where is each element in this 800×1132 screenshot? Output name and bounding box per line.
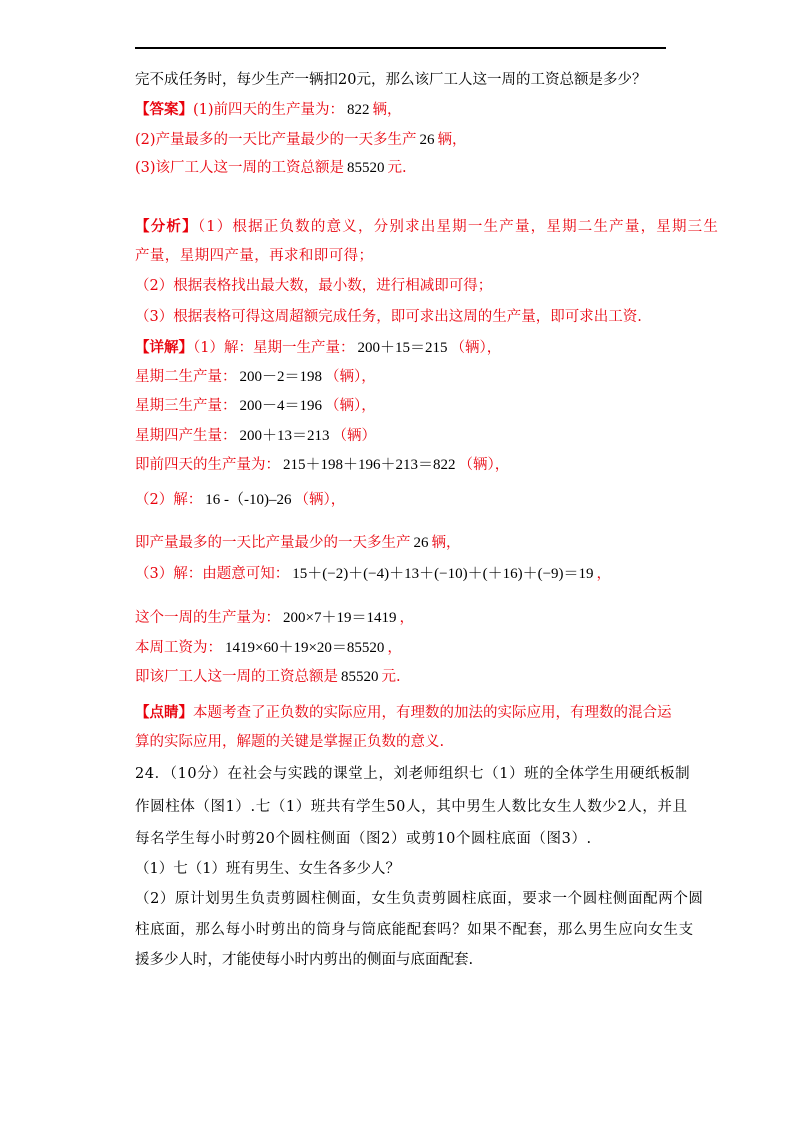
text-segment: 每名学生每小时剪20个圆柱侧面（图2）或剪10个圆柱底面（图3）. [135,831,592,847]
math-expression: 85520 [341,669,379,685]
math-expression: 822 [347,102,370,118]
math-expression: 200－2＝198 [239,369,323,385]
text-segment: （辆）， [458,457,510,473]
text-line [135,950,473,970]
text-segment: （2）解： [135,492,203,508]
text-segment: （3）解：由题意可知： [135,566,290,582]
text-segment: ， [596,566,612,582]
math-expression: 215＋198＋196＋213＝822 [283,457,456,473]
text-segment: ， [399,610,414,626]
text-segment: 【详解】 [135,339,193,356]
text-segment: 星期三生产量： [135,398,237,414]
text-segment: 即该厂工人这一周的工资总额是 [135,669,338,685]
text-segment: 援多少人时，才能使每小时内剪出的侧面与底面配套. [135,952,474,968]
text-line [135,797,688,817]
text-segment: （辆）， [294,492,346,508]
header-rule [135,47,666,49]
math-expression: 26 [419,132,435,148]
math-expression: 200＋15＝215 [357,340,448,356]
text-line [135,564,611,584]
text-segment: （辆）， [325,369,376,385]
text-segment: （3）根据表格可得这周超额完成任务，即可求出这周的生产量，即可求出工资. [135,309,642,325]
text-segment: 星期四产生量： [135,428,237,444]
text-line [135,859,400,879]
text-line [135,829,592,849]
text-line [135,217,719,237]
text-line [135,158,407,178]
math-expression: 200＋13＝213 [239,428,330,444]
text-segment: 元. [387,160,407,176]
text-line [135,667,401,687]
text-segment: （辆）， [325,398,376,414]
text-segment: 24．（10分）在社会与实践的课堂上，刘老师组织七（1）班的全体学生用硬纸板制 [135,766,691,782]
text-line [135,100,402,120]
text-line [135,920,694,940]
text-line [135,338,501,358]
text-segment: 【点睛】 [135,704,193,721]
text-line [135,367,376,387]
text-line [135,130,467,150]
text-line [135,246,373,266]
text-line [135,889,704,909]
text-segment: 算的实际应用，解题的关键是掌握正负数的意义. [135,734,445,750]
text-segment: 【分析】 [135,218,198,235]
text-segment: 柱底面，那么每小时剪出的筒身与筒底能配套吗？如果不配套，那么男生应向女生支 [135,922,694,938]
math-expression: 16 -（-10)–26 [205,492,292,508]
math-expression: 1419×60＋19×20＝85520 [225,640,385,656]
text-segment: 完不成任务时，每少生产一辆扣20元，那么该厂工人这一周的工资总额是多少？ [135,72,647,88]
text-line [135,638,402,658]
math-expression: 200×7＋19＝1419 [283,610,397,626]
text-segment: 辆， [437,132,467,148]
text-segment: （1）解：星期一生产量： [193,340,355,356]
text-line [135,70,646,90]
text-segment: 本周工资为： [135,640,222,656]
text-segment: 星期二生产量： [135,369,237,385]
text-segment: 即产量最多的一天比产量最少的一天多生产 [135,535,411,551]
text-segment: 【答案】 [135,101,193,118]
text-segment: 元. [381,669,401,685]
text-segment: 这个一周的生产量为： [135,610,280,626]
text-segment: （辆）， [450,340,502,356]
text-segment: （2）根据表格找出最大数，最小数，进行相减即可得； [135,278,493,294]
text-segment: (2)产量最多的一天比产量最少的一天多生产 [135,132,417,148]
text-line [135,276,492,296]
text-segment: （1）七（1）班有男生、女生各多少人？ [135,861,400,877]
text-line [135,396,376,416]
text-line [135,307,642,327]
text-line [135,490,345,510]
text-segment: （辆） [332,428,377,444]
text-segment: 产量，星期四产量，再求和即可得； [135,248,374,264]
text-segment: 辆， [372,102,402,118]
math-expression: 26 [413,535,429,551]
text-line [135,426,376,446]
text-segment: 本题考查了正负数的实际应用，有理数的加法的实际应用，有理数的混合运 [193,705,672,721]
math-expression: 15＋(−2)＋(−4)＋13＋(−10)＋(＋16)＋(−9)＝19 [292,566,594,582]
text-line [135,608,414,628]
text-line [135,455,509,475]
text-segment: (1)前四天的生产量为： [193,102,345,118]
text-segment: (3)该厂工人这一周的工资总额是 [135,160,345,176]
text-segment: 即前四天的生产量为： [135,457,280,473]
math-expression: 85520 [347,160,385,176]
text-line [135,533,461,553]
math-expression: 200－4＝196 [239,398,323,414]
text-segment: 作圆柱体（图1）.七（1）班共有学生50人，其中男生人数比女生人数少2人，并且 [135,799,688,815]
text-segment: （1）根据正负数的意义，分别求出星期一生产量，星期二生产量，星期三生 [197,219,720,235]
text-segment: 辆， [431,535,461,551]
text-line [135,764,690,784]
text-line [135,703,672,723]
text-segment: （2）原计划男生负责剪圆柱侧面，女生负责剪圆柱底面，要求一个圆柱侧面配两个圆 [135,891,704,907]
text-segment: ， [387,640,402,656]
text-line [135,732,444,752]
